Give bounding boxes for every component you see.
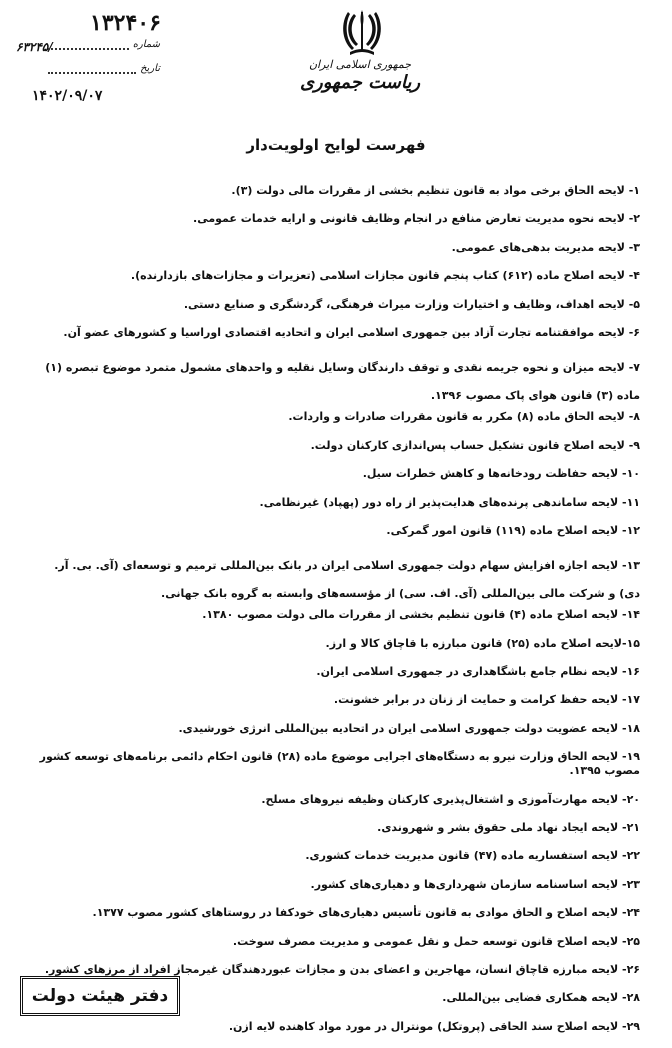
list-item: ۲۱- لایحه ایجاد نهاد ملی حقوق بشر و شهروندی. (377, 821, 640, 835)
list-item: ۱۴- لایحه اصلاح ماده (۴) قانون تنظیم بخشی از مقررات مالی دولت مصوب ۱۳۸۰. (202, 608, 640, 622)
country-name: جمهوری اسلامی ایران (308, 58, 412, 71)
list-item: ۴- لایحه اصلاح ماده (۶۱۲) کتاب پنجم قانون مجازات اسلامی (تعزیرات و مجازات‌های بازدارنده). (130, 269, 640, 283)
date-dotted-line (48, 64, 136, 74)
list-item: ۲۴- لایحه اصلاح و الحاق موادی به قانون تأسیس دهیاری‌های خودکفا در روستاهای کشور مصوب ۱۳۷۷. (92, 906, 640, 920)
iran-emblem-icon (340, 6, 384, 58)
list-item: ۸- لایحه الحاق ماده (۸) مکرر به قانون مقررات صادرات و واردات. (288, 410, 640, 424)
list-item: ۲۲- لایحه استفساریه ماده (۴۷) قانون مدیریت خدمات کشوری. (305, 849, 640, 863)
list-item: ۲۰- لایحه مهارت‌آموزی و اشتغال‌پذیری کارکنان وظیفه نیروهای مسلح. (261, 792, 640, 806)
list-item: ۹- لایحه اصلاح قانون تشکیل حساب پس‌اندازی کارکنان دولت. (310, 438, 640, 452)
bill-list (30, 184, 640, 1048)
list-item: ۲۳- لایحه اساسنامه سازمان شهرداری‌ها و دهیاری‌های کشور. (310, 877, 640, 891)
list-item: ۱۰- لایحه حفاظت رودخانه‌ها و کاهش خطرات سیل. (362, 467, 640, 481)
list-item: ۲۹- لایحه اصلاح سند الحاقی (پروتکل) مونترال در مورد مواد کاهنده لایه ازن. (228, 1019, 640, 1033)
list-item: ۱۶- لایحه نظام جامع باشگاهداری در جمهوری اسلامی ایران. (316, 665, 640, 679)
list-item: ۱- لایحه الحاق برخی مواد به قانون تنظیم بخشی از مقررات مالی دولت (۳). (231, 184, 640, 197)
organization-name: ریاست جمهوری (299, 72, 421, 93)
number-label: شماره (132, 39, 160, 50)
list-item: ۳- لایحه مدیریت بدهی‌های عمومی. (451, 240, 640, 254)
list-item: ۱۲- لایحه اصلاح ماده (۱۱۹) قانون امور گمرکی. (386, 523, 640, 537)
list-item: ۲۶- لایحه مبارزه قاچاق انسان، مهاجرین و اعضای بدن و مجازات عبوردهندگان غیرمجاز افراد از مرزهای کشور. (44, 962, 640, 976)
list-item: ۱۱- لایحه ساماندهی پرنده‌های هدایت‌پذیر از راه دور (پهپاد) غیرنظامی. (259, 495, 640, 509)
list-item: ۱۷- لایحه حفظ کرامت و حمایت از زنان در برابر خشونت. (333, 693, 640, 707)
handwritten-registration-number: ۱۳۲۴۰۶ (90, 10, 161, 36)
page-title: فهرست لوایح اولویت‌دار (246, 136, 426, 154)
date-field (48, 60, 160, 74)
number-field (48, 36, 160, 50)
list-item: ۱۵-لایحه اصلاح ماده (۲۵) قانون مبارزه با قاچاق کالا و ارز. (325, 636, 640, 650)
date-label: تاریخ (140, 63, 160, 74)
list-item: ۲۸- لایحه همکاری فضایی بین‌المللی. (442, 991, 640, 1005)
list-item: ۱۳- لایحه اجازه افزایش سهام دولت جمهوری اسلامی ایران در بانک بین‌المللی ترمیم و توسعه‌ای (آی. بی. آر. دی) و شرکت مالی بین‌المللی (آی. اف. سی) از مؤسسه‌های وابسته به گروه بانک جهانی. (54, 559, 640, 601)
list-item: ۱۹- لایحه الحاق وزارت نیرو به دستگاه‌های اجرایی موضوع ماده (۲۸) قانون احکام دائمی برنامه‌های توسعه کشور مصوب ۱۳۹۵. (39, 750, 640, 778)
list-item: ۵- لایحه اهداف، وظایف و اختیارات وزارت میراث فرهنگی، گردشگری و صنایع دستی. (183, 297, 640, 311)
list-item: ۲- لایحه نحوه مدیریت تعارض منافع در انجام وظایف قانونی و ارایه خدمات عمومی. (193, 212, 640, 226)
reference-number: ۶۳۲۴۵/ (16, 40, 53, 54)
list-item: ۷- لایحه میزان و نحوه جریمه نقدی و توقف دارندگان وسایل نقلیه و واحدهای مشمول متمرد موضوع تبصره (۱) ماده (۳) قانون هوای پاک مصوب ۱۳۹۶. (45, 361, 640, 403)
list-item: ۱۸- لایحه عضویت دولت جمهوری اسلامی ایران در اتحادیه بین‌المللی انرژی خورشیدی. (178, 721, 640, 735)
number-dotted-line (48, 40, 129, 50)
office-stamp: دفتر هیئت دولت (20, 976, 180, 1016)
handwritten-date: ۱۴۰۲/۰۹/۰۷ (32, 88, 103, 104)
list-item: ۲۵- لایحه اصلاح قانون توسعه حمل و نقل عمومی و مدیریت مصرف سوخت. (232, 934, 640, 948)
list-item: ۶- لایحه موافقتنامه تجارت آزاد بین جمهوری اسلامی ایران و اتحادیه اقتصادی اوراسیا و کشورهای عضو آن. (63, 325, 640, 339)
